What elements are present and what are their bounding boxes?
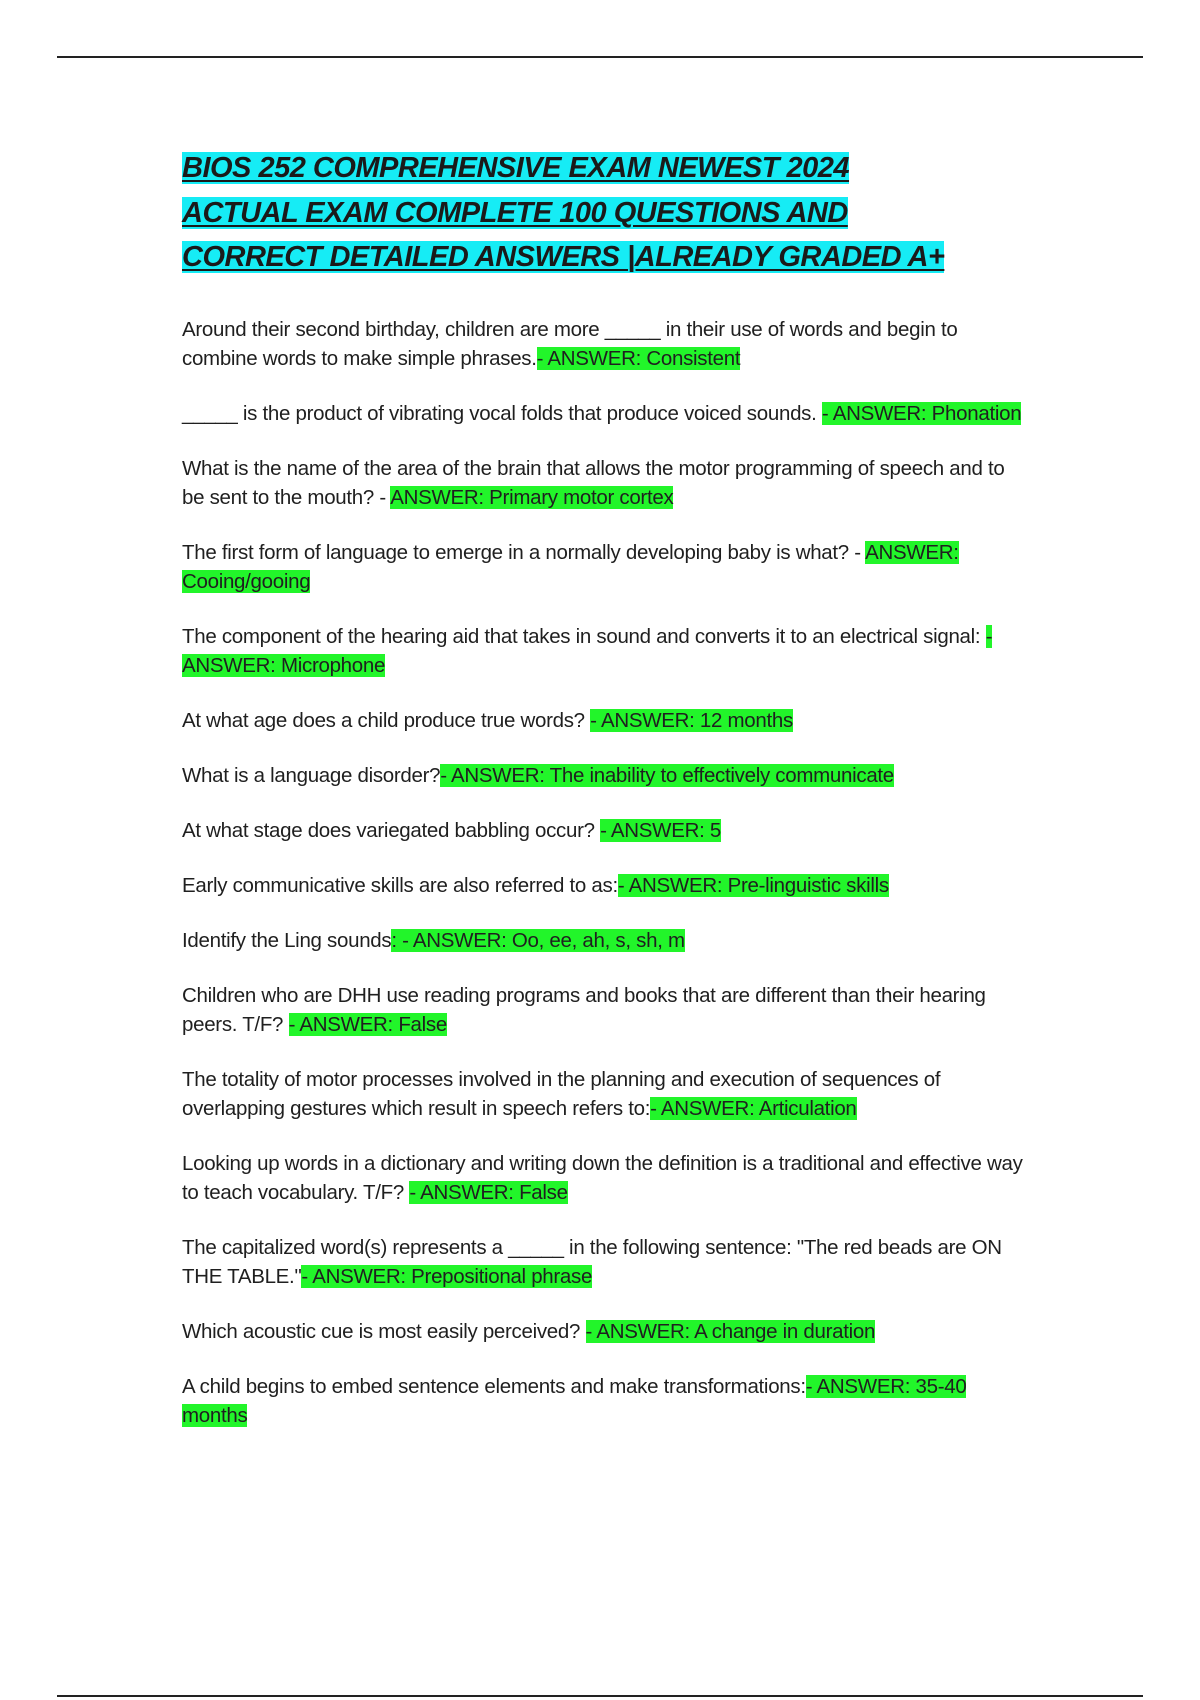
qa-item — [182, 1149, 1032, 1207]
answer-text: ANSWER: Primary motor cortex — [390, 485, 674, 509]
qa-item — [182, 315, 1032, 373]
answer-text: - ANSWER: The inability to effectively communicate — [440, 763, 894, 787]
question-text: Early communicative skills are also referred to as: — [182, 873, 618, 897]
qa-item — [182, 622, 1032, 680]
question-text: At what age does a child produce true words? — [182, 708, 585, 732]
answer-text: - ANSWER: Consistent — [536, 346, 741, 370]
qa-item — [182, 454, 1032, 512]
qa-item — [182, 761, 1032, 790]
qa-item — [182, 1372, 1032, 1430]
answer-text: - ANSWER: 12 months — [590, 708, 793, 732]
qa-item — [182, 1065, 1032, 1123]
title-line: CORRECT DETAILED ANSWERS |ALREADY GRADED A+ — [182, 241, 945, 273]
qa-item — [182, 706, 1032, 735]
document-title — [182, 146, 1032, 280]
question-text: Which acoustic cue is most easily perceived? — [182, 1319, 581, 1343]
question-text: _____ is the product of vibrating vocal folds that produce voiced sounds. — [182, 401, 817, 425]
question-text: Looking up words in a dictionary and writing down the definition is a traditional and effective way to teach vocabulary. T/F? — [182, 1151, 1023, 1204]
question-text: What is a language disorder? — [182, 763, 441, 787]
question-text: The totality of motor processes involved in the planning and execution of sequences of overlapping gestures which result in speech refers to: — [182, 1067, 941, 1120]
question-text: The first form of language to emerge in a normally developing baby is what? - — [182, 540, 861, 564]
qa-item — [182, 816, 1032, 845]
qa-item — [182, 1317, 1032, 1346]
answer-text: - ANSWER: Pre-linguistic skills — [617, 873, 889, 897]
qa-item — [182, 926, 1032, 955]
answer-text: : - ANSWER: Oo, ee, ah, s, sh, m — [391, 928, 685, 952]
answer-text: - ANSWER: A change in duration — [585, 1319, 876, 1343]
answer-text: - ANSWER: False — [288, 1012, 447, 1036]
question-text: What is the name of the area of the brain that allows the motor programming of speech and to be sent to the mouth? - — [182, 456, 1005, 509]
qa-item — [182, 871, 1032, 900]
answer-text: ANSWER: Cooing/gooing — [182, 540, 959, 593]
question-text: Children who are DHH use reading programs and books that are different than their hearing peers. T/F? — [182, 983, 986, 1036]
question-text: Around their second birthday, children are more _____ in their use of words and begin to combine words to make simple phrases. — [182, 317, 958, 370]
answer-text: - ANSWER: 35-40 months — [182, 1374, 967, 1427]
document-body — [182, 146, 1032, 1430]
answer-text: - ANSWER: Prepositional phrase — [301, 1264, 593, 1288]
page-bottom-rule — [57, 1695, 1143, 1697]
title-line: ACTUAL EXAM COMPLETE 100 QUESTIONS AND — [182, 196, 848, 229]
question-text: A child begins to embed sentence elements and make transformations: — [182, 1374, 806, 1398]
answer-text: - ANSWER: 5 — [600, 818, 722, 842]
title-line: BIOS 252 COMPREHENSIVE EXAM NEWEST 2024 — [182, 152, 850, 184]
question-text: The component of the hearing aid that takes in sound and converts it to an electrical signal: — [182, 624, 981, 648]
qa-item — [182, 1233, 1032, 1291]
answer-text: - ANSWER: False — [409, 1180, 568, 1204]
question-text: At what stage does variegated babbling occur? — [182, 818, 595, 842]
question-text: The capitalized word(s) represents a _____ in the following sentence: "The red beads are ON THE TABLE." — [182, 1235, 1002, 1288]
page-top-rule — [57, 56, 1143, 58]
qa-item — [182, 399, 1032, 428]
answer-text: - ANSWER: Articulation — [650, 1096, 857, 1120]
question-text: Identify the Ling sounds — [182, 928, 392, 952]
qa-item — [182, 981, 1032, 1039]
answer-text: - ANSWER: Phonation — [821, 401, 1022, 425]
qa-item — [182, 538, 1032, 596]
answer-text: - ANSWER: Microphone — [182, 624, 993, 677]
